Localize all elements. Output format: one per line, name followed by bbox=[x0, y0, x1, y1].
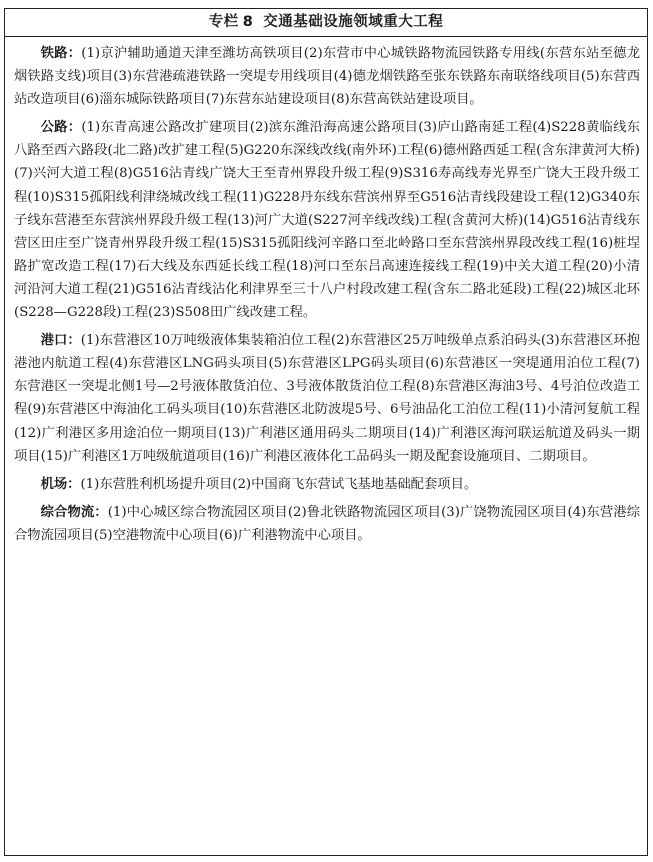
section-label: 港口： bbox=[40, 333, 81, 349]
section-label: 机场： bbox=[40, 476, 81, 492]
section-label: 铁路： bbox=[40, 46, 82, 61]
feature-box bbox=[4, 8, 648, 856]
section-text: (1)东青高速公路改扩建项目(2)滨东潍沿海高速公路项目(3)庐山路南延工程(4)S228黄临线东八路至西六路段(北二路)改扩建工程(5)G220东深线改线(南外环)工程(6)德州路西延工程(含东津黄河大桥)(7)兴河大道工程(8)G516沾青线广饶大王至青州界段升级工程(9)S316寿高线寿光界至广饶大王段升级工程(10)S315孤阳线利津绕城改线工程(11)G228丹东线东营滨州界至G516沾青线段建设工程(12)G340东子线东营港至东营滨州界段升级工程(13)河广大道(S227河辛线改线)工程(含黄河大桥)(14)G516沾青线东营区田庄至广饶青州界段升级工程(15)S315孤阳线河辛路口至北岭路口至东营滨州界段改线工程(16)桩埕路扩宽改造工程(17)石大线及东西延长线工程(18)河口至东吕高速连接线工程(19)中关大道工程(20)小清河沿河大道工程(21)G516沾青线沾化利津界至三十八户村段改建工程(含东二路北延段)工程(22)城区北环(S228—G228段)工程(23)S508田广线改建工程。 bbox=[14, 120, 640, 321]
box-content bbox=[14, 42, 640, 552]
section-logistics bbox=[14, 501, 640, 547]
section-port bbox=[14, 329, 640, 468]
section-airport bbox=[14, 473, 640, 496]
section-text: (1)中心城区综合物流园区项目(2)鲁北铁路物流园区项目(3)广饶物流园区项目(4)东营港综合物流园项目(5)空港物流中心项目(6)广利港物流中心项目。 bbox=[14, 504, 640, 543]
section-label: 公路： bbox=[40, 120, 82, 136]
section-railway bbox=[14, 42, 640, 111]
section-text: (1)东营胜利机场提升项目(2)中国商飞东营试飞基地基础配套项目。 bbox=[80, 476, 478, 492]
title-number: 8 bbox=[242, 14, 254, 30]
box-title bbox=[5, 9, 647, 37]
section-text: (1)京沪辅助通道天津至潍坊高铁项目(2)东营市中心城铁路物流园铁路专用线(东营东站至德龙烟铁路支线)项目(3)东营港疏港铁路一突堤专用线项目(4)德龙烟铁路至张东铁路东南联络线项目(5)东营西站改造项目(6)淄东城际铁路项目(7)东营东站建设项目(8)东营高铁站建设项目。 bbox=[14, 46, 641, 108]
section-text: (1)东营港区10万吨级液体集装箱泊位工程(2)东营港区25万吨级单点系泊码头(3)东营港区环抱港池内航道工程(4)东营港区LNG码头项目(5)东营港区LPG码头项目(6)东营港区一突堤通用泊位工程(7)东营港区一突堤北侧1号—2号液体散货泊位、3号液体散货泊位工程(8)东营港区海油3号、4号泊位改造工程(9)东营港区中海油化工码头项目(10)东营港区北防波堤5号、6号油品化工泊位工程(11)小清河复航工程(12)广利港区多用途泊位一期项目(13)广利港区通用码头二期项目(14)广利港区海河联运航道及码头一期项目(15)广利港区1万吨级航道项目(16)广利港区液体化工品码头一期及配套设施项目、二期项目。 bbox=[14, 333, 641, 464]
section-highway bbox=[14, 116, 640, 324]
title-text: 交通基础设施领域重大工程 bbox=[263, 14, 444, 30]
section-label: 综合物流： bbox=[40, 504, 108, 520]
title-prefix: 专栏 bbox=[208, 14, 239, 30]
